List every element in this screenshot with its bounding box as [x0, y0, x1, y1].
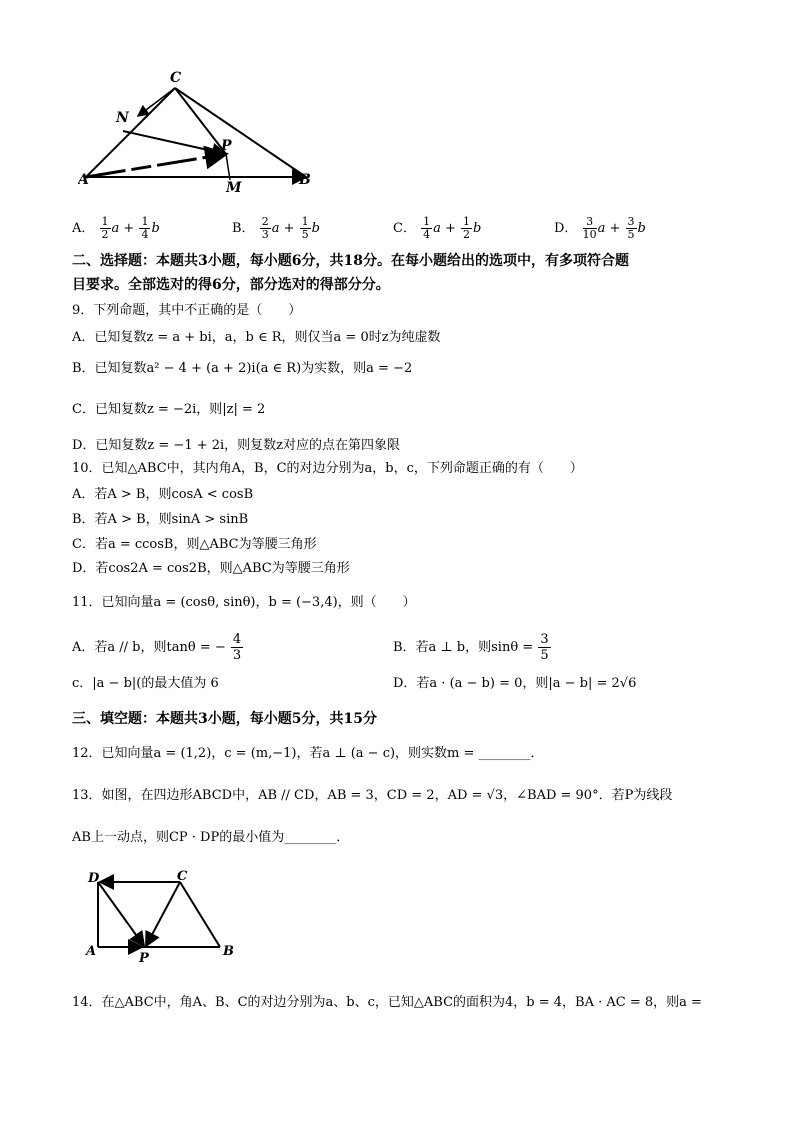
q10-option-a[interactable]: A．若A > B，则cosA < cosB: [72, 487, 254, 502]
q9-option-c[interactable]: C．已知复数z = −2i，则|z| = 2: [72, 402, 266, 417]
q10-option-c[interactable]: C．若a = ccosB，则△ABC为等腰三角形: [72, 537, 317, 552]
label-P: P: [139, 951, 149, 966]
q9-option-b[interactable]: B．已知复数a² − 4 + (a + 2)i(a ∈ R)为实数，则a = −2: [72, 361, 413, 376]
label-P: P: [221, 138, 232, 154]
label-B: B: [299, 172, 311, 188]
q11-option-b[interactable]: B．若a ⊥ b，则sinθ = $\frac{3}{5}$: [393, 632, 549, 663]
quadrilateral-figure-q13: [84, 868, 244, 968]
q11-option-c[interactable]: c．|a − b|(的最大值为 6: [72, 676, 219, 691]
q10-stem: 10．已知△ABC中，其内角A，B，C的对边分别为a，b，c，下列命题正确的有（ ）: [72, 461, 583, 476]
label-D: D: [88, 871, 100, 886]
label-A: A: [78, 172, 89, 188]
label-A: A: [86, 944, 97, 959]
q10-option-b[interactable]: B．若A > B，则sinA > sinB: [72, 512, 249, 527]
label-M: M: [226, 180, 242, 193]
q13-line2: AB上一动点，则CP · DP的最小值为________．: [72, 830, 350, 845]
label-B: B: [223, 944, 234, 959]
q8-option-c[interactable]: C． $\frac{1}{4}$ a + $\frac{1}{2}$ b: [393, 215, 482, 241]
q8-option-b[interactable]: B． $\frac{2}{3}$ a + $\frac{1}{5}$ b: [232, 215, 320, 241]
q9-option-d[interactable]: D．已知复数z = −1 + 2i，则复数z对应的点在第四象限: [72, 438, 401, 453]
triangle-figure-q8: [78, 68, 318, 193]
q11-option-d[interactable]: D．若a · (a − b) = 0，则|a − b| = 2√6: [393, 676, 637, 691]
label-N: N: [116, 110, 129, 126]
q8-option-d[interactable]: D． $\frac{3}{10}$ a + $\frac{3}{5}$ b: [554, 215, 646, 241]
q10-option-d[interactable]: D．若cos2A = cos2B，则△ABC为等腰三角形: [72, 561, 350, 576]
q11-stem: 11．已知向量a = (cosθ, sinθ)，b = (−3,4)，则（ ）: [72, 595, 416, 610]
section2-heading-line1: 二、选择题：本题共3小题，每小题6分，共18分。在每小题给出的选项中，有多项符合题: [72, 253, 629, 269]
q13-line1: 13．如图，在四边形ABCD中，AB // CD，AB = 3，CD = 2，AD = √3，∠BAD = 90°．若P为线段: [72, 788, 673, 803]
q11-option-a[interactable]: A．若a // b，则tanθ = − $\frac{4}{3}$: [72, 632, 242, 663]
label-C: C: [170, 70, 182, 86]
section2-heading-line2: 目要求。全部选对的得6分，部分选对的得部分分。: [72, 277, 390, 293]
q9-stem: 9．下列命题，其中不正确的是（ ）: [72, 303, 302, 318]
label-C: C: [177, 869, 188, 884]
section3-heading: 三、填空题：本题共3小题，每小题5分，共15分: [72, 711, 377, 727]
q9-option-a[interactable]: A．已知复数z = a + bi，a，b ∈ R，则仅当a = 0时z为纯虚数: [72, 330, 441, 345]
q14-text: 14．在△ABC中，角A、B、C的对边分别为a、b、c，已知△ABC的面积为4，b = 4，BA · AC = 8，则a =: [72, 995, 702, 1010]
q8-option-a[interactable]: A． $\frac{1}{2}$ a + $\frac{1}{4}$ b: [72, 215, 160, 241]
q12-text: 12．已知向量a = (1,2)，c = (m,−1)，若a ⊥ (a − c)，则实数m = ________．: [72, 746, 544, 761]
